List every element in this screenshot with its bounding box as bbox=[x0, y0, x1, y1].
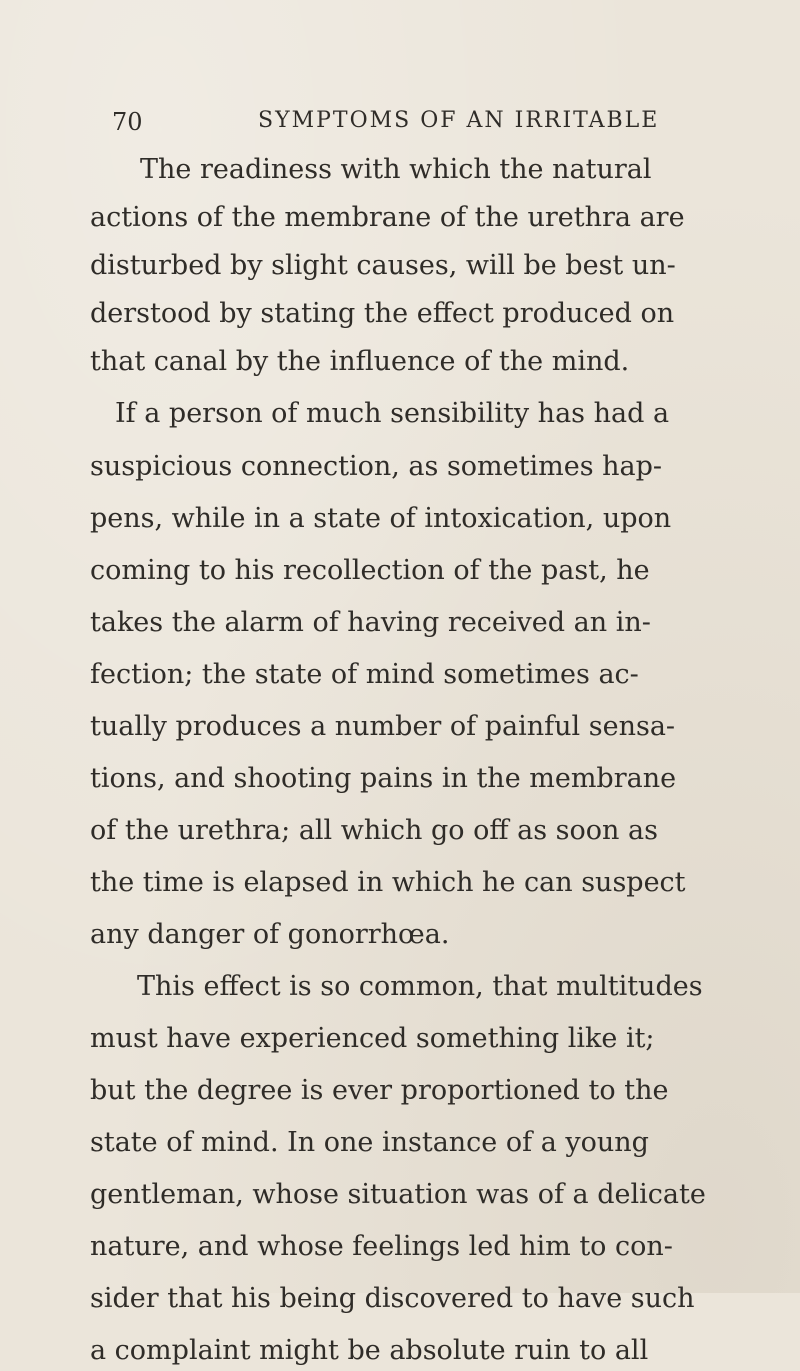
text-line: the time is elapsed in which he can suspect bbox=[90, 867, 686, 898]
text-line: must have experienced something like it; bbox=[90, 1023, 655, 1054]
text-line: sider that his being discovered to have such bbox=[90, 1283, 695, 1314]
text-line: pens, while in a state of intoxication, upon bbox=[90, 503, 672, 534]
text-line: but the degree is ever proportioned to the bbox=[90, 1075, 669, 1106]
text-line: gentleman, whose situation was of a delicate bbox=[90, 1179, 706, 1210]
text-line: that canal by the influence of the mind. bbox=[90, 346, 630, 377]
text-line: coming to his recollection of the past, he bbox=[90, 555, 650, 586]
text-line: If a person of much sensibility has had a bbox=[115, 398, 670, 429]
page-number: 70 bbox=[112, 108, 143, 136]
text-line: a complaint might be absolute ruin to all bbox=[90, 1335, 649, 1366]
text-line: derstood by stating the effect produced on bbox=[90, 298, 675, 329]
page-header bbox=[112, 108, 712, 148]
text-line: state of mind. In one instance of a young bbox=[90, 1127, 649, 1158]
text-line: disturbed by slight causes, will be best un- bbox=[90, 250, 676, 281]
running-head: SYMPTOMS OF AN IRRITABLE bbox=[258, 108, 660, 133]
text-line: The readiness with which the natural bbox=[140, 154, 652, 185]
text-line: This effect is so common, that multitudes bbox=[137, 971, 703, 1002]
text-line: fection; the state of mind sometimes ac- bbox=[90, 659, 639, 690]
text-line: nature, and whose feelings led him to con- bbox=[90, 1231, 673, 1262]
text-line: takes the alarm of having received an in- bbox=[90, 607, 651, 638]
text-line: tually produces a number of painful sensa- bbox=[90, 711, 676, 742]
text-line: any danger of gonorrhœa. bbox=[90, 919, 450, 950]
text-line: actions of the membrane of the urethra are bbox=[90, 202, 685, 233]
text-line: tions, and shooting pains in the membrane bbox=[90, 763, 677, 794]
text-line: of the urethra; all which go off as soon as bbox=[90, 815, 658, 846]
text-line: suspicious connection, as sometimes hap- bbox=[90, 451, 663, 482]
